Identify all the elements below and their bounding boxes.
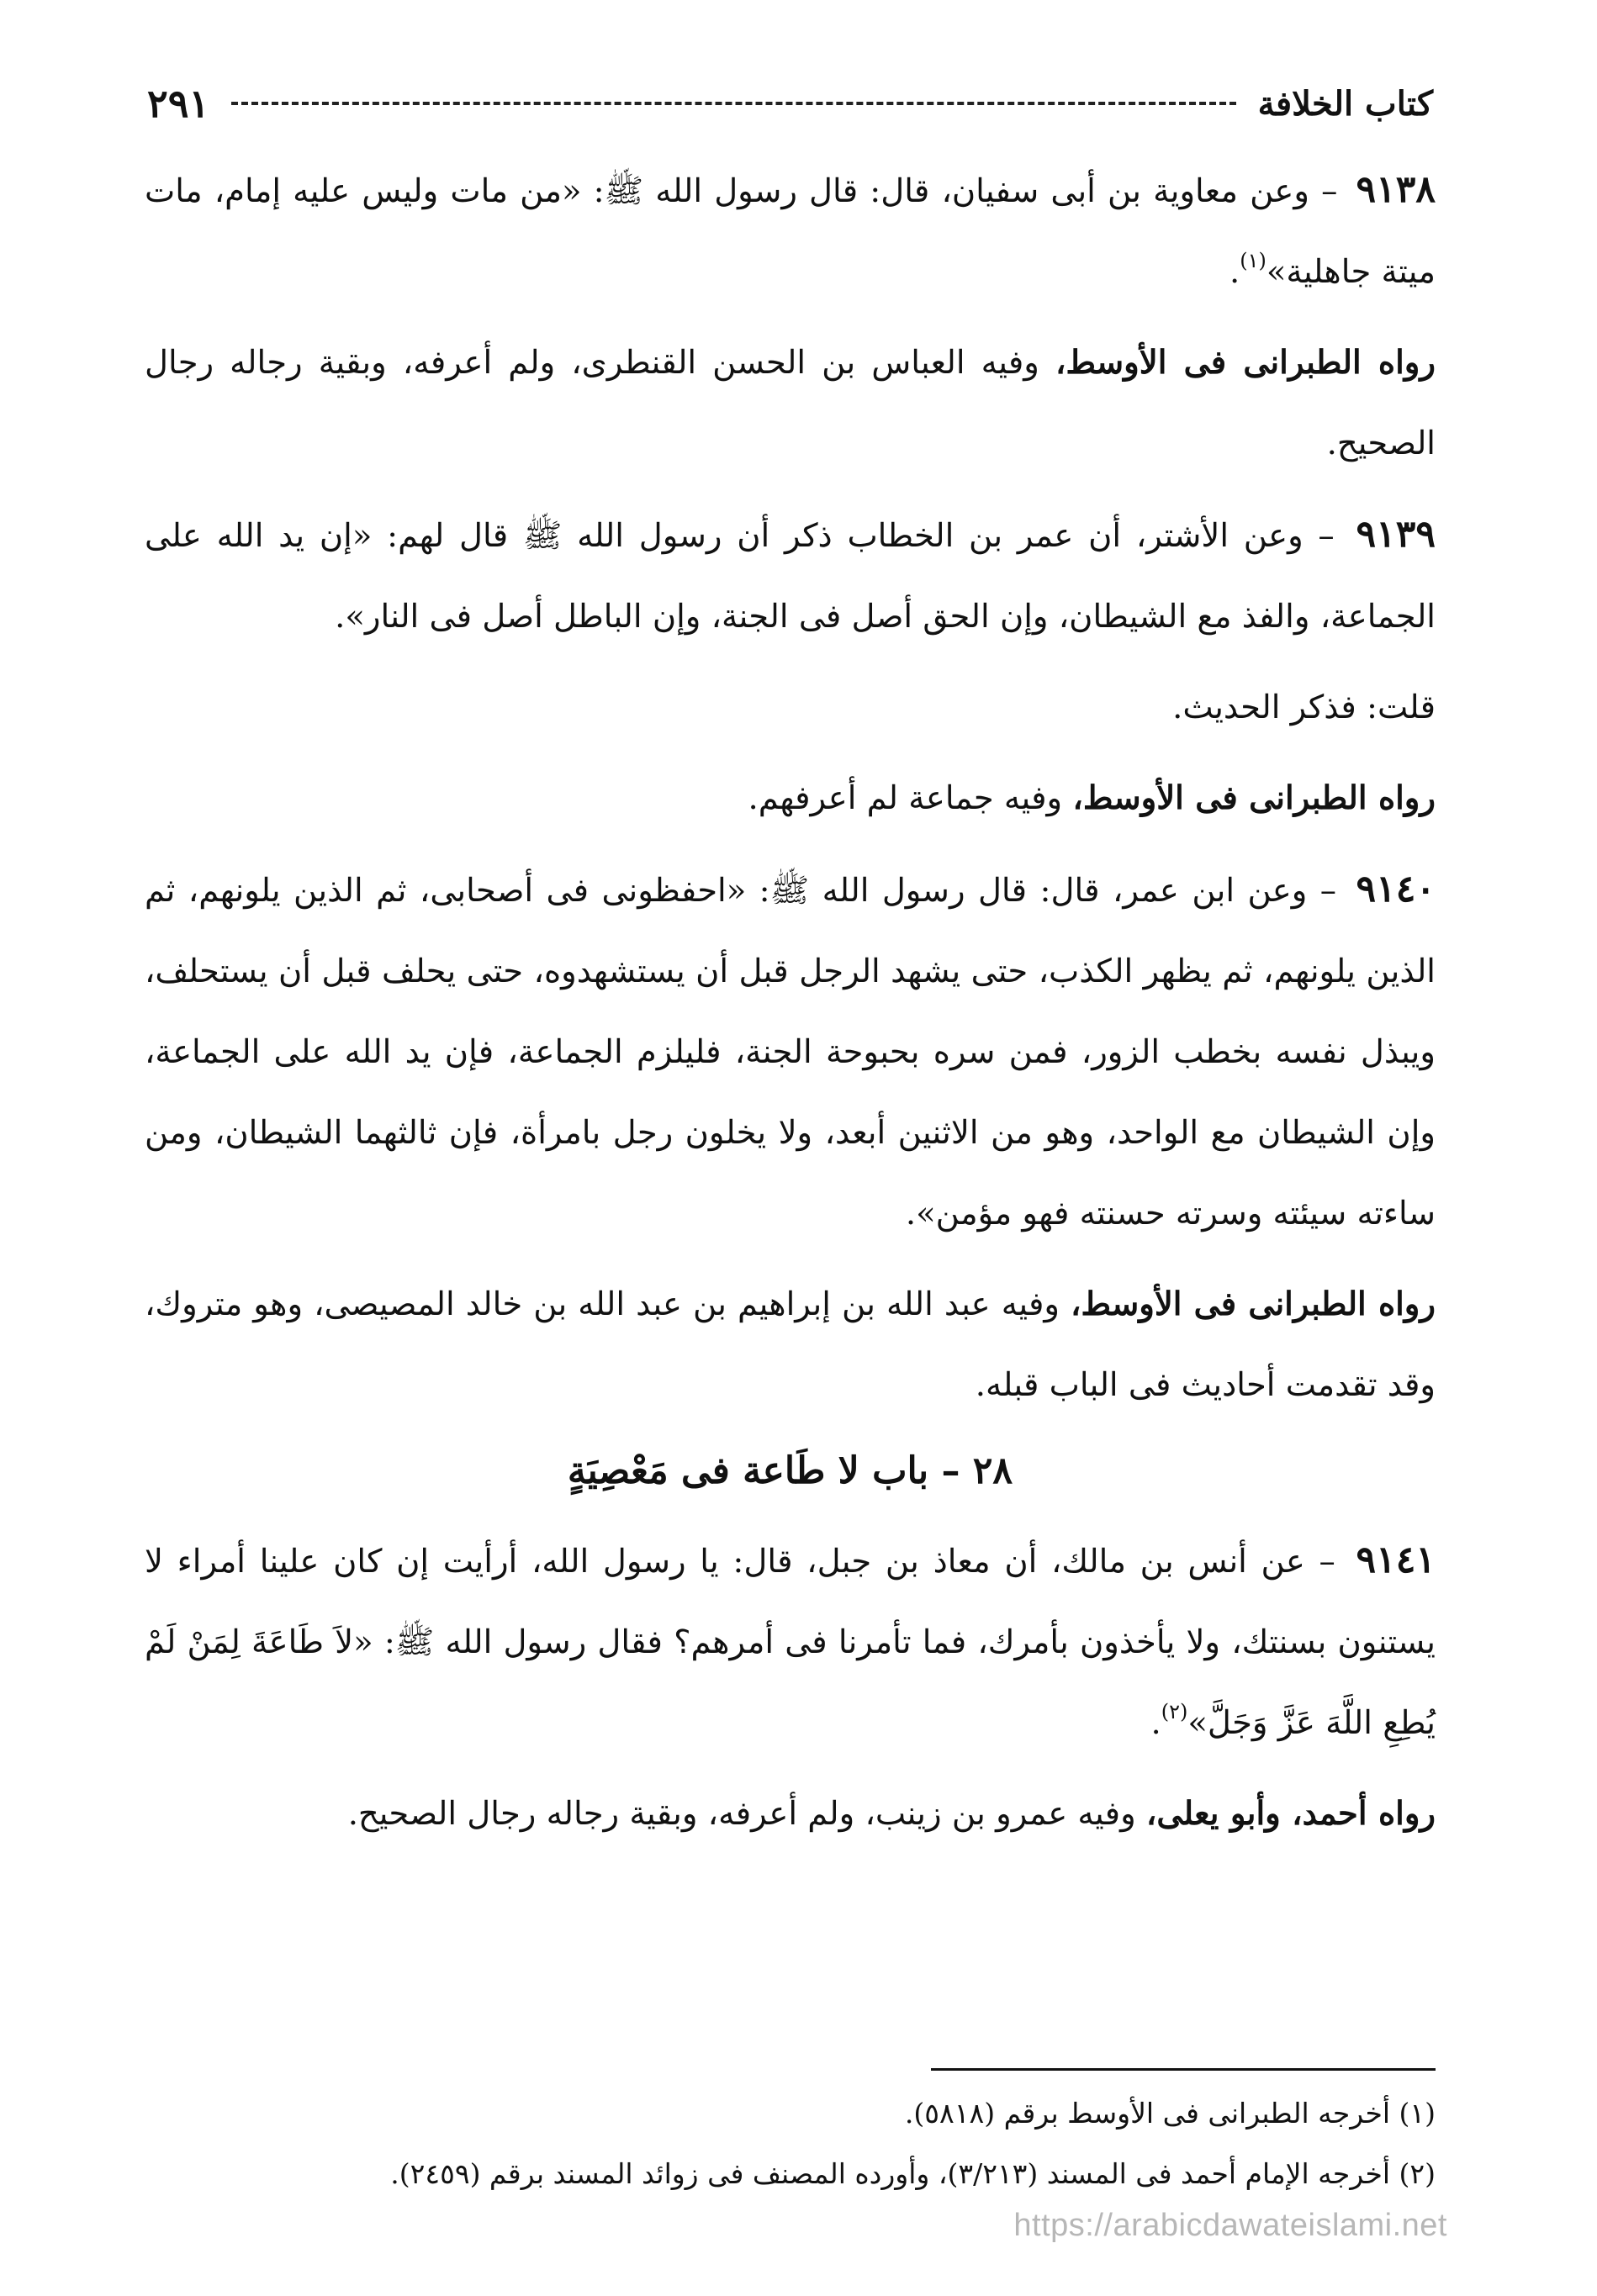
source-label: رواه الطبرانى فى الأوسط،: [1071, 1285, 1436, 1323]
footnote-marker: (١): [1240, 249, 1266, 272]
source-text: وفيه جماعة لم أعرفهم.: [748, 779, 1073, 817]
hadith-end: .: [1229, 253, 1240, 291]
hadith-text: – وعن معاوية بن أبى سفيان، قال: قال رسول الله ﷺ: «من مات وليس عليه إمام، مات ميتة جاهلية»: [145, 172, 1436, 291]
running-title: كتاب الخلافة: [1257, 83, 1433, 124]
hadith-9139: [145, 494, 1436, 657]
source-text: وفيه عمرو بن زينب، ولم أعرفه، وبقية رجاله رجال الصحيح.: [347, 1795, 1146, 1833]
hadith-number: ٩١٤١: [1356, 1539, 1436, 1581]
source-label: رواه الطبرانى فى الأوسط،: [1055, 344, 1436, 382]
hadith-number: ٩١٤٠: [1356, 868, 1436, 910]
footnote-1: (١) أخرجه الطبرانى فى الأوسط برقم (٥٨١٨).: [904, 2097, 1436, 2130]
chapter-heading: ٢٨ – باب لا طَاعة فى مَعْصِيَةٍ: [567, 1449, 1013, 1492]
source-note: [145, 1264, 1436, 1426]
hadith-number: ٩١٣٩: [1356, 513, 1436, 556]
hadith-text: – وعن ابن عمر، قال: قال رسول الله ﷺ: «احفظونى فى أصحابى، ثم الذين يلونهم، ثم الذين يلونهم، ثم يظهر الكذب، حتى يشهد الرجل قبل أن يستشهدوه، حتى يحلف قبل أن يستحلف، ويبذل نفسه بخطب الزور، فمن سره بحبوحة الجنة، فليلزم الجماعة، فإن يد الله على الجماعة، وإن الشيطان مع الواحد، وهو من الاثنين أبعد، ولا يخلون رجل بامرأة، فإن ثالثهما الشيطان، ومن ساءته سيئته وسرته حسنته فهو مؤمن».: [145, 872, 1436, 1232]
main-text: [145, 150, 1436, 1855]
footnote-2: (٢) أخرجه الإمام أحمد فى المسند (٣/٢١٣)، وأورده المصنف فى زوائد المسند برقم (٢٤٥٩).: [390, 2157, 1436, 2190]
watermark-url: https://arabicdawateislami.net: [1013, 2208, 1447, 2243]
footnote-marker: (٢): [1161, 1700, 1188, 1723]
running-header: [147, 74, 1433, 133]
source-note: [145, 1774, 1436, 1855]
source-note: [145, 323, 1436, 484]
source-label: رواه الطبرانى فى الأوسط،: [1072, 779, 1436, 817]
comment-text: قلت: فذكر الحديث.: [1172, 689, 1436, 726]
footnotes: [145, 2083, 1436, 2204]
source-label: رواه أحمد، وأبو يعلى،: [1145, 1795, 1436, 1833]
footnote-separator: [931, 2068, 1436, 2071]
hadith-9141: [145, 1520, 1436, 1764]
hadith-number: ٩١٣٨: [1356, 168, 1436, 211]
source-text: وفيه عبد الله بن إبراهيم بن عبد الله بن خالد المصيصى، وهو متروك، وقد تقدمت أحاديث فى الباب قبله.: [145, 1285, 1436, 1404]
hadith-end: .: [1150, 1704, 1161, 1742]
source-note: [145, 758, 1436, 839]
author-comment: [145, 668, 1436, 748]
header-dashed-rule: [231, 102, 1235, 105]
hadith-9140: [145, 849, 1436, 1254]
page-number: ٢٩١: [147, 81, 210, 126]
source-text: وفيه العباس بن الحسن القنطرى، ولم أعرفه، وبقية رجاله رجال الصحيح.: [145, 344, 1436, 462]
hadith-text: – عن أنس بن مالك، أن معاذ بن جبل، قال: يا رسول الله، أرأيت إن كان علينا أمراء لا يستنون بسنتك، ولا يأخذون بأمرك، فما تأمرنا فى أمرهم؟ فقال رسول الله ﷺ: «لاَ طَاعَةَ لِمَنْ لَمْ يُطِعِ اللَّهَ عَزَّ وَجَلَّ»: [145, 1543, 1436, 1742]
hadith-text: – وعن الأشتر، أن عمر بن الخطاب ذكر أن رسول الله ﷺ قال لهم: «إن يد الله على الجماعة، والفذ مع الشيطان، وإن الحق أصل فى الجنة، وإن الباطل أصل فى النار».: [145, 517, 1436, 636]
hadith-9138: [145, 150, 1436, 313]
